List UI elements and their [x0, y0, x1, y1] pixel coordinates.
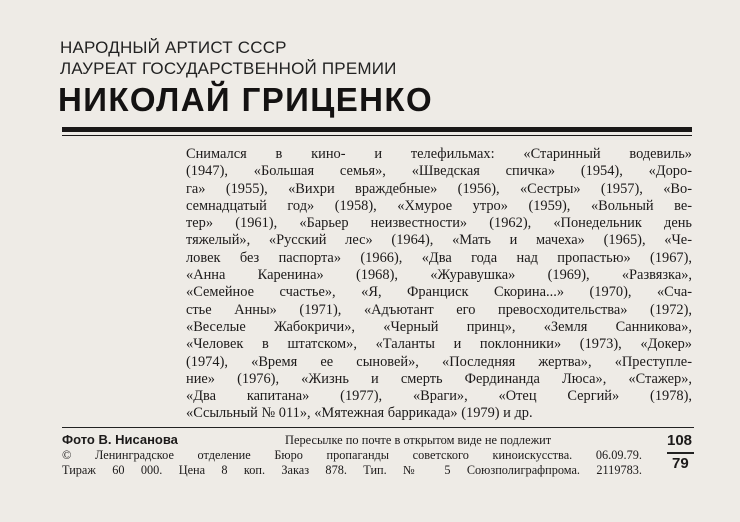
- footer-rule: [62, 427, 694, 428]
- filmography-line: ловек без паспорта» (1966), «Два года над пропастью» (1967),: [186, 249, 692, 266]
- filmography-line: «Веселые Жабокричи», «Черный принц», «Земля Санникова»,: [186, 318, 692, 335]
- card-number: 108: [667, 432, 693, 449]
- title-state-prize-laureate: ЛАУРЕАТ ГОСУДАРСТВЕННОЙ ПРЕМИИ: [60, 59, 397, 78]
- print-info-line: Тираж 60 000. Цена 8 коп. Заказ 878. Тип. № 5 Союзполиграфпрома. 2119783.: [62, 463, 642, 477]
- filmography-text: [186, 146, 692, 423]
- header-rule-thin: [62, 135, 692, 136]
- filmography-line: «Ссыльный № 011», «Мятежная баррикада» (1979) и др.: [186, 405, 533, 422]
- filmography-line: «Человек в штатском», «Таланты и поклонники» (1973), «Докер»: [186, 336, 692, 353]
- card-number-rule: [667, 452, 694, 454]
- mail-note: Пересылке по почте в открытом виде не подлежит: [285, 433, 552, 447]
- filmography-line: стье Анны» (1971), «Адъютант его превосходительства» (1972),: [186, 301, 692, 318]
- filmography-line: «Семейное счастье», «Я, Франциск Скорина...» (1970), «Сча-: [186, 284, 692, 301]
- actor-name: НИКОЛАЙ ГРИЦЕНКО: [58, 81, 434, 118]
- title-people-artist: НАРОДНЫЙ АРТИСТ СССР: [60, 38, 287, 57]
- filmography-line: тер» (1961), «Барьер неизвестности» (1962), «Понедельник день: [186, 215, 692, 232]
- publisher-line: © Ленинградское отделение Бюро пропаганды советского киноискусства. 06.09.79.: [62, 448, 642, 462]
- card-year: 79: [672, 455, 689, 472]
- filmography-line: (1947), «Большая семья», «Шведская спичка» (1954), «Доро-: [186, 163, 692, 180]
- filmography-line: тяжелый», «Русский лес» (1964), «Мать и мачеха» (1965), «Че-: [186, 232, 692, 249]
- filmography-line: ние» (1976), «Жизнь и смерть Фердинанда Люса», «Стажер»,: [186, 370, 692, 387]
- filmography-line: «Анна Каренина» (1968), «Журавушка» (1969), «Развязка»,: [186, 267, 692, 284]
- filmography-line: «Два капитана» (1977), «Враги», «Отец Сергий» (1978),: [186, 388, 692, 405]
- filmography-line: га» (1955), «Вихри враждебные» (1956), «Сестры» (1957), «Во-: [186, 180, 692, 197]
- filmography-line: (1974), «Время ее сыновей», «Последняя жертва», «Преступле-: [186, 353, 692, 370]
- header-rule-thick: [62, 127, 692, 132]
- photo-credit: Фото В. Нисанова: [62, 432, 178, 447]
- filmography-line: Снимался в кино- и телефильмах: «Старинный водевиль»: [186, 146, 692, 162]
- filmography-line: семнадцатый год» (1958), «Хмурое утро» (1959), «Вольный ве-: [186, 197, 692, 214]
